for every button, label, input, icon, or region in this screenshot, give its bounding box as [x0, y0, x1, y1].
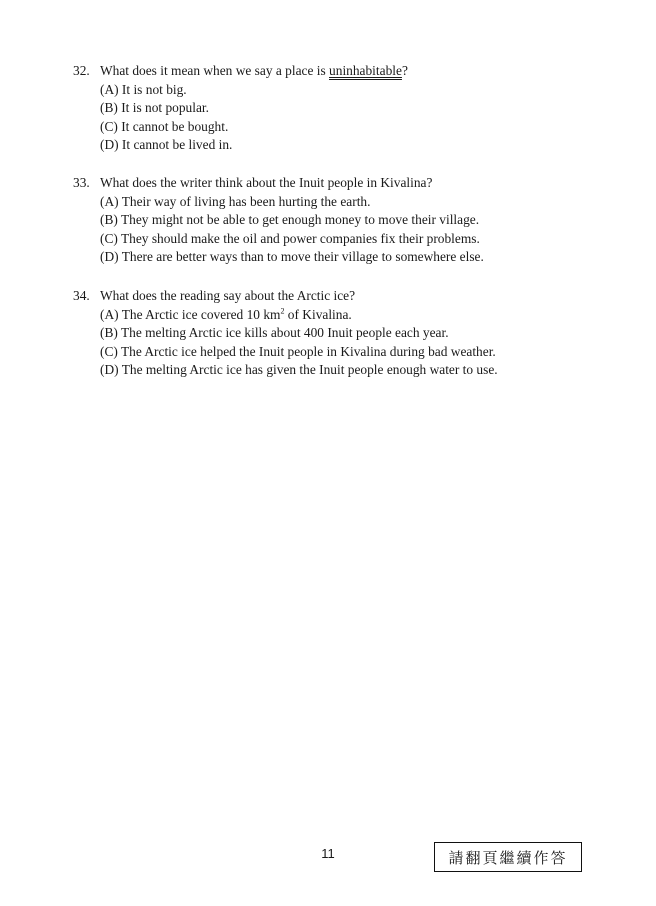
option-b: (B) It is not popular. [100, 100, 209, 116]
option-c: (C) They should make the oil and power companies fix their problems. [100, 230, 480, 246]
option-a-tail: of Kivalina. [284, 306, 352, 322]
keyword-underlined: uninhabitable [329, 63, 402, 78]
option-b: (B) They might not be able to get enough money to move their village. [100, 212, 480, 228]
turn-page-note: 請翻頁繼續作答 [434, 842, 582, 872]
question-32 [73, 62, 593, 155]
option-a: (A) It is not big. [100, 81, 187, 97]
option-b: (B) The melting Arctic ice kills about 400 Inuit people each year. [100, 325, 449, 341]
stem-text: What does it mean when we say a place is [100, 63, 330, 78]
question-stem [73, 174, 593, 193]
stem-punct: ? [401, 63, 408, 78]
superscript: 2 [280, 306, 285, 316]
page-number: 11 [321, 846, 335, 861]
option-a-text: (A) The Arctic ice covered 10 km [100, 306, 281, 322]
stem-text: What does the writer think about the Inuit people in Kivalina? [100, 175, 433, 190]
stem-text: What does the reading say about the Arctic ice? [100, 288, 356, 303]
option-a [100, 306, 593, 325]
option-c: (C) The Arctic ice helped the Inuit people in Kivalina during bad weather. [100, 343, 496, 359]
option-a: (A) Their way of living has been hurting the earth. [100, 193, 371, 209]
question-34 [73, 287, 593, 380]
question-stem [73, 62, 593, 81]
option-d: (D) It cannot be lived in. [100, 137, 233, 153]
question-33 [73, 174, 593, 267]
option-d: (D) There are better ways than to move their village to somewhere else. [100, 249, 484, 265]
question-number: 33. [73, 175, 90, 190]
option-c: (C) It cannot be bought. [100, 118, 229, 134]
option-d: (D) The melting Arctic ice has given the Inuit people enough water to use. [100, 362, 498, 378]
question-stem [73, 287, 593, 306]
question-number: 32. [73, 63, 90, 78]
question-number: 34. [73, 288, 90, 303]
